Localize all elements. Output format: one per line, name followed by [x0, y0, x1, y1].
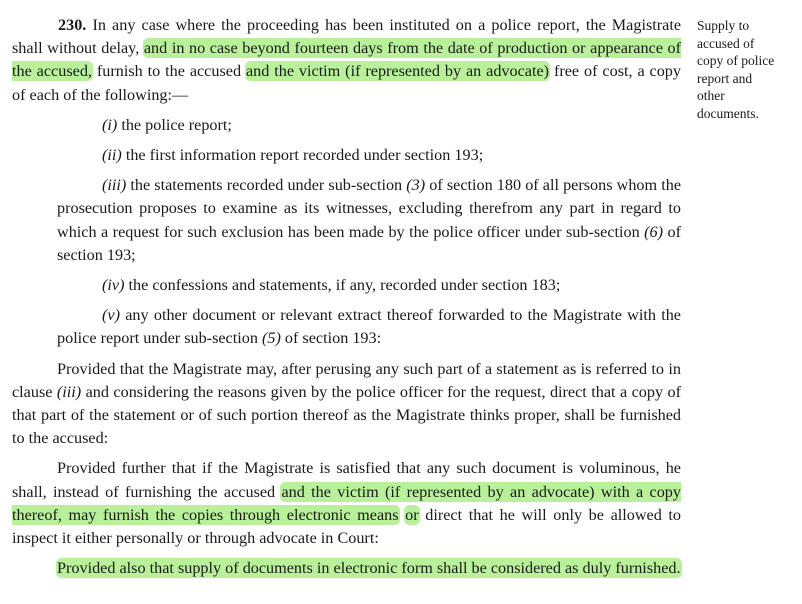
clause-indent	[57, 306, 102, 324]
clause-number: (iv)	[102, 276, 125, 295]
clause-text: of section 193:	[280, 329, 382, 348]
clause-i	[57, 114, 681, 137]
clause-text: of section 193;	[57, 222, 681, 264]
proviso-text: and considering the reasons given by the police officer for the request, direct that a copy of that part of the statement or of such portion thereof as the Magistrate thinks proper, shall be furnished to the accused:	[12, 382, 681, 448]
clause-iii	[57, 174, 681, 267]
clause-number: (v)	[102, 306, 120, 325]
clause-ref: (6)	[644, 222, 664, 241]
clause-v	[57, 304, 681, 350]
section-intro-paragraph	[12, 14, 681, 107]
proviso-first	[12, 358, 681, 451]
proviso-second	[12, 457, 681, 550]
clause-text: the police report;	[117, 115, 232, 134]
proviso-third	[12, 557, 681, 580]
highlighted-amendment: and the victim (if represented by an advocate) with a copy thereof, may furnish the copies through electronic means	[12, 482, 681, 524]
highlighted-amendment: or	[405, 505, 419, 524]
proviso-ref: (iii)	[56, 382, 82, 401]
highlighted-amendment: and the victim (if represented by an advocate)	[245, 62, 550, 81]
highlighted-amendment: and in no case beyond fourteen days from the date of production or appearance of the accused,	[12, 39, 681, 81]
proviso-text: Provided that the Magistrate may, after perusing any such part of a statement as is referred to in clause	[12, 359, 681, 401]
clause-text: the statements recorded under sub-section	[126, 176, 407, 195]
clause-number: (ii)	[102, 146, 122, 165]
clause-number: (iii)	[102, 176, 127, 195]
proviso-text: direct that he will only be allowed to inspect it either personally or through advocate in Court:	[12, 505, 682, 548]
proviso-text: Provided further that if the Magistrate is satisfied that any such document is voluminous, he shall, instead of furnishing the accused	[12, 459, 681, 501]
clause-number: (i)	[102, 115, 118, 134]
clause-iv	[57, 274, 681, 297]
clause-ref: (3)	[406, 176, 426, 195]
clause-indent	[57, 176, 102, 194]
intro-text: free of cost, a copy of each of the following:—	[12, 62, 681, 104]
section-230-body	[12, 14, 681, 587]
clause-text: the confessions and statements, if any, recorded under section 183;	[124, 276, 561, 295]
marginal-note: Supply to accused of copy of police report and other documents.	[697, 18, 775, 121]
clause-ref: (5)	[261, 329, 281, 348]
clause-ii	[57, 144, 681, 167]
intro-text: furnish to the accused	[91, 62, 246, 81]
clause-text: of section 180 of all persons whom the prosecution proposes to examine as its witnesses, excluding therefrom any part in regard to which a request for such exclusion has been made by the police officer under sub-section	[57, 176, 682, 241]
clause-text: any other document or relevant extract thereof forwarded to the Magistrate with the police report under sub-section	[57, 306, 681, 348]
intro-text: In any case where the proceeding has been instituted on a police report, the Magistrate shall without delay,	[12, 16, 681, 58]
clause-text: the first information report recorded under section 193;	[121, 146, 484, 165]
highlighted-amendment: Provided also that supply of documents in electronic form shall be considered as duly furnished.	[57, 559, 681, 578]
section-number: 230.	[58, 16, 87, 34]
